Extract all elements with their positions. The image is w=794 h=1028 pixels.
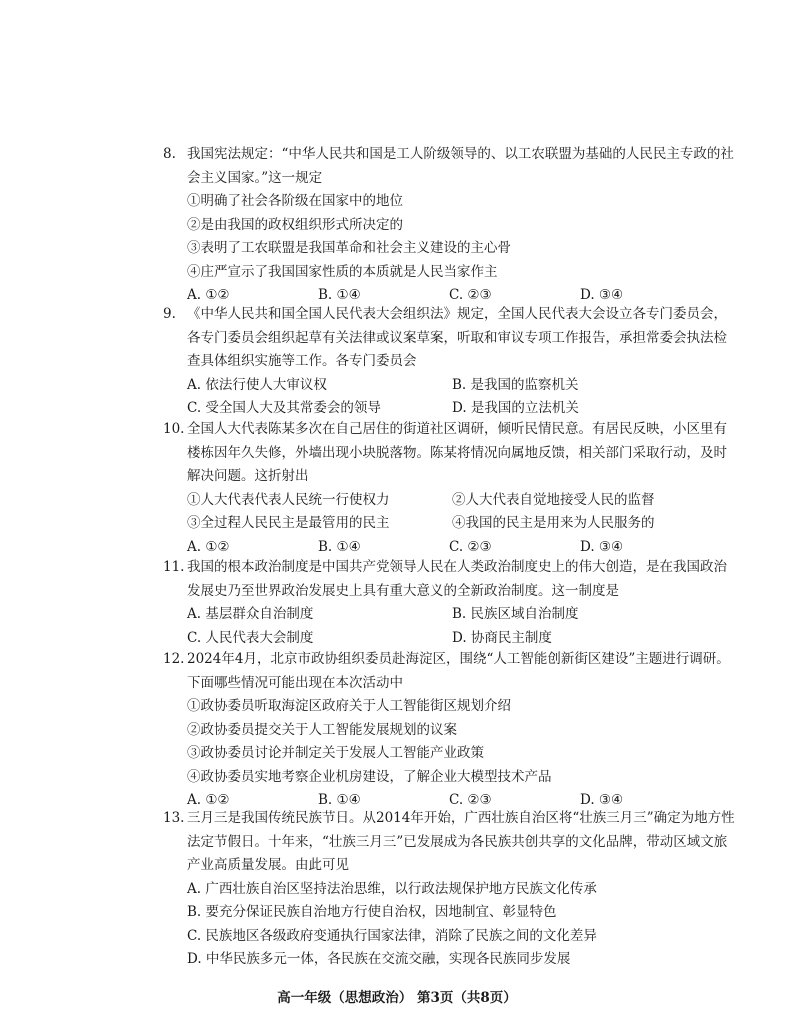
choice-a: A. 基层群众自治制度 [187,606,314,622]
question-text: 全国人大代表陈某多次在自己居住的街道社区调研，倾听民情民意。有居民反映，小区里有楼栋因年久失修，外墙出现小块脱落物。陈某将情况向属地反馈，相关部门采取行动，及时解决问题。这折射出 [187,421,727,484]
statement-2: ②人大代表自觉地接受人民的监督 [452,491,655,508]
choice-d: D. ③④ [580,287,624,303]
statement-1: ①人大代表代表人民统一行使权力 [187,491,390,508]
statement-4: ④政协委员实地考察企业机房建设，了解企业大模型技术产品 [187,768,552,785]
question-text: 2024年4月，北京市政协组织委员赴海淀区，围绕“人工智能创新街区建设”主题进行调研。下面哪些情况可能出现在本次活动中 [187,651,730,691]
choice-b: B. 要充分保证民族自治地方行使自治权，因地制宜、彰显特色 [187,904,557,920]
choice-d: D. 协商民主制度 [452,629,552,646]
choice-d: D. 中华民族多元一体，各民族在交流交融，实现各民族同步发展 [187,951,571,967]
question-stem [163,556,738,603]
choice-c: C. 人民代表大会制度 [187,629,314,646]
choice-b: B. 是我国的监察机关 [452,376,579,393]
question-text: 《中华人民共和国全国人民代表大会组织法》规定，全国人民代表大会设立各专门委员会，各专门委员会组织起草有关法律或议案草案，听取和审议专项工作报告，承担常委会执法检查具体组织实施等工作。各专门委员会 [187,306,727,369]
choice-b: B. 民族区域自治制度 [452,606,579,622]
choice-a: A. 广西壮族自治区坚持法治思维，以行政法规保护地方民族文化传承 [187,880,597,897]
choice-c: C. ②③ [449,287,492,303]
question-stem [163,143,738,190]
choices-row-2 [163,397,738,421]
question-text: 三月三是我国传统民族节日。从2014年开始，广西壮族自治区将“壮族三月三”确定为地方性法定节假日。十年来，“壮族三月三”已发展成为各民族共创共享的文化品牌，带动区域文旅产业高质量发展。由此可见 [187,810,735,873]
question-8 [163,143,738,308]
question-number: 13. [163,810,185,826]
choice-b: B. ①④ [318,792,361,808]
choice-c: C. 受全国人大及其常委会的领导 [187,400,381,416]
statement-2: ②是由我国的政权组织形式所决定的 [187,216,403,233]
question-number: 11. [163,559,185,575]
statement-3: ③全过程人民民主是最管用的民主 [187,515,390,531]
question-stem [163,648,738,695]
question-13 [163,807,738,972]
statement-2: ②政协委员提交关于人工智能发展规划的议案 [187,721,457,738]
choice-d: D. ③④ [580,792,624,808]
question-number: 8. [163,146,176,162]
statement-1: ①明确了社会各阶级在国家中的地位 [187,193,403,209]
question-text: 我国宪法规定：“中华人民共和国是工人阶级领导的、以工农联盟为基础的人民民主专政的社会主义国家。”这一规定 [187,146,734,186]
question-12 [163,648,738,813]
question-number: 10. [163,421,185,437]
choice-b: B. ①④ [318,538,361,555]
choice-c: C. ②③ [449,538,492,555]
page-footer: 高一年级（思想政治） 第3页（共8页） [277,990,517,1006]
choices-row-1 [163,374,738,398]
choice-b: B. ①④ [318,287,361,303]
statement-3: ③表明了工农联盟是我国革命和社会主义建设的主心骨 [187,240,511,256]
statement-4: ④庄严宣示了我国国家性质的本质就是人民当家作主 [187,263,498,280]
choice-d: D. ③④ [580,538,624,555]
question-9 [163,303,738,421]
question-stem [163,418,738,489]
statements-row-1 [163,489,738,513]
choices-row-1 [163,603,738,627]
statement-3: ③政协委员讨论并制定关于发展人工智能产业政策 [187,745,484,761]
question-text: 我国的根本政治制度是中国共产党领导人民在人类政治制度史上的伟大创造，是在我国政治发展史乃至世界政治发展史上具有重大意义的全新政治制度。这一制度是 [187,559,727,599]
question-stem [163,807,738,878]
question-11 [163,556,738,650]
choice-a: A. ①② [187,792,230,808]
choice-c: C. 民族地区各级政府变通执行国家法律，消除了民族之间的文化差异 [187,927,597,944]
choice-a: A. 依法行使人大审议权 [187,376,327,393]
choice-a: A. ①② [187,538,230,555]
question-10 [163,418,738,559]
choices-row-2 [163,627,738,651]
choice-a: A. ①② [187,287,230,303]
question-stem [163,303,738,374]
choice-c: C. ②③ [449,792,492,808]
question-number: 12. [163,651,185,667]
statement-4: ④我国的民主是用来为人民服务的 [452,515,655,531]
choice-d: D. 是我国的立法机关 [452,400,579,416]
question-number: 9. [163,306,176,322]
statements-row-2 [163,512,738,536]
statement-1: ①政协委员听取海淀区政府关于人工智能街区规划介绍 [187,698,511,714]
